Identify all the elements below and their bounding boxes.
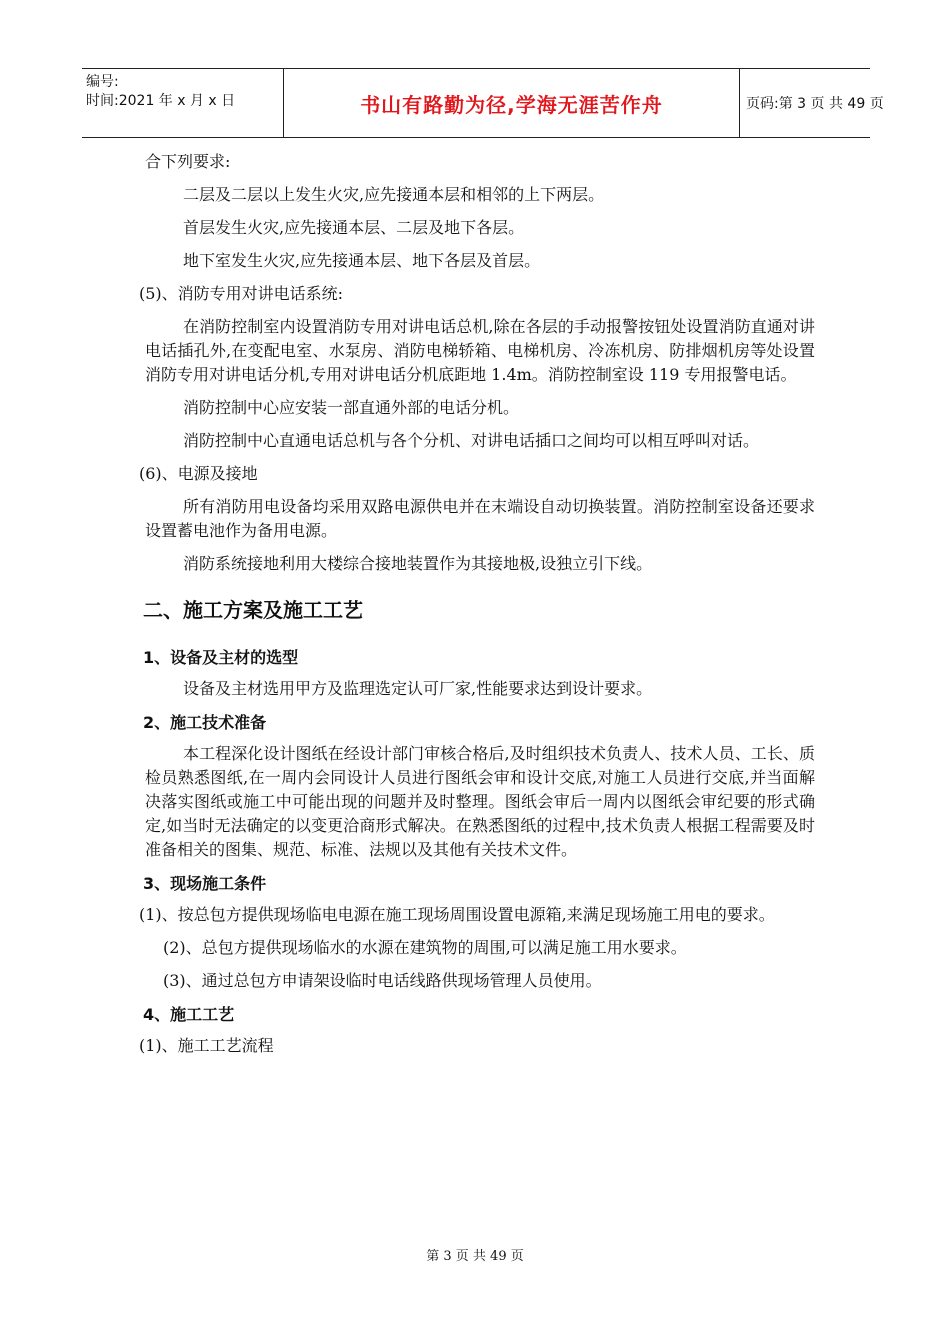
paragraph: 本工程深化设计图纸在经设计部门审核合格后,及时组织技术负责人、技术人员、工长、质检员熟悉图纸,在一周内会同设计人员进行图纸会审和设计交底,对施工人员进行交底,并当面解决落实图纸或施工中可能出现的问题并及时整理。图纸会审后一周内以图纸会审纪要的形式确定,如当时无法确定的以变更洽商形式解决。在熟悉图纸的过程中,技术负责人根据工程需要及时准备相关的图集、规范、标准、法规以及其他有关技术文件。 xyxy=(145,744,815,859)
subsection-heading: 2、施工技术准备 xyxy=(143,713,267,732)
paragraph: 消防系统接地利用大楼综合接地装置作为其接地极,设独立引下线。 xyxy=(183,554,653,573)
page-footer: 第 3 页 共 49 页 xyxy=(426,1249,524,1264)
paragraph: 消防控制中心应安装一部直通外部的电话分机。 xyxy=(183,398,520,417)
document-number: 编号: xyxy=(86,74,119,90)
paragraph: 所有消防用电设备均采用双路电源供电并在末端设自动切换装置。消防控制室设备还要求设置蓄电池作为备用电源。 xyxy=(145,497,815,540)
list-item: (2)、总包方提供现场临水的水源在建筑物的周围,可以满足施工用水要求。 xyxy=(163,938,687,957)
subsection-heading: 3、现场施工条件 xyxy=(143,874,267,893)
header-motto: 书山有路勤为径,学海无涯苦作舟 xyxy=(283,69,740,137)
list-item: (1)、按总包方提供现场临电电源在施工现场周围设置电源箱,来满足现场施工用电的要求。 xyxy=(139,905,775,924)
list-item: (3)、通过总包方申请架设临时电话线路供现场管理人员使用。 xyxy=(163,971,602,990)
paragraph: 设备及主材选用甲方及监理选定认可厂家,性能要求达到设计要求。 xyxy=(183,679,653,698)
paragraph: 合下列要求: xyxy=(145,152,231,171)
paragraph: 在消防控制室内设置消防专用对讲电话总机,除在各层的手动报警按钮处设置消防直通对讲电话插孔外,在变配电室、水泵房、消防电梯轿箱、电梯机房、冷冻机房、防排烟机房等处设置消防专用对讲电话分机,专用对讲电话分机底距地 1.4m。消防控制室设 119 专用报警电话。 xyxy=(145,317,815,384)
header-page-number: 页码:第 3 页 共 49 页 xyxy=(746,96,884,112)
paragraph: 二层及二层以上发生火灾,应先接通本层和相邻的上下两层。 xyxy=(183,185,605,204)
subsection-heading: 4、施工工艺 xyxy=(143,1005,235,1024)
document-date: 时间:2021 年 x 月 x 日 xyxy=(86,93,236,109)
paragraph: 地下室发生火灾,应先接通本层、地下各层及首层。 xyxy=(183,251,541,270)
list-item: (1)、施工工艺流程 xyxy=(139,1036,274,1055)
list-item-heading: (6)、电源及接地 xyxy=(139,464,258,483)
list-item-heading: (5)、消防专用对讲电话系统: xyxy=(139,284,344,303)
header-meta xyxy=(82,69,282,137)
section-heading: 二、施工方案及施工工艺 xyxy=(143,598,363,622)
paragraph: 消防控制中心直通电话总机与各个分机、对讲电话插口之间均可以相互呼叫对话。 xyxy=(183,431,760,450)
page-header xyxy=(82,68,884,138)
document-body xyxy=(139,150,815,1067)
paragraph: 首层发生火灾,应先接通本层、二层及地下各层。 xyxy=(183,218,525,237)
subsection-heading: 1、设备及主材的选型 xyxy=(143,648,299,667)
